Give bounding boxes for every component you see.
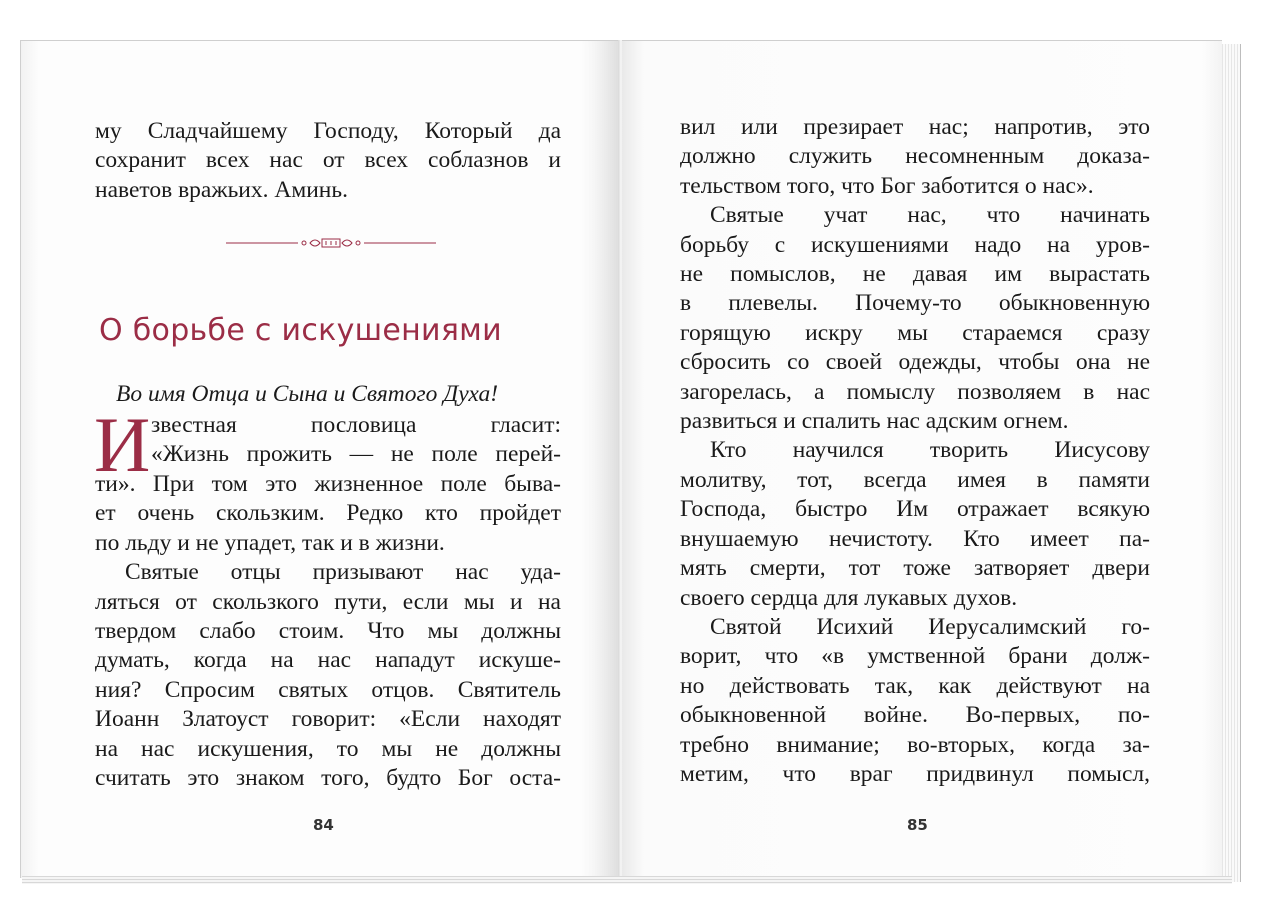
text-line: метим, что враг придвинул помысл, [680, 760, 1150, 787]
left-body-text [95, 470, 561, 793]
text-line: Кто научился творить Иисусову [710, 437, 1150, 464]
chapter-heading: О борьбе с искушениями [99, 313, 502, 348]
text-line: борьбу с искушениями надо на уров- [680, 231, 1150, 258]
text-line: «Жизнь прожить — не поле перей- [151, 441, 561, 468]
text-line: Святые учат нас, что начинать [710, 202, 1150, 229]
left-top-paragraph [95, 117, 561, 205]
right-body-text [680, 113, 1150, 789]
text-line: горящую искру мы стараемся сразу [680, 319, 1150, 346]
open-book [20, 40, 1245, 882]
text-line: молитву, тот, всегда имея в памяти [680, 466, 1150, 493]
text-line: сохранит всех нас от всех соблазнов и [95, 147, 561, 174]
text-line: по льду и не упадет, так и в жизни. [95, 529, 445, 556]
page-edges-bottom [22, 876, 1232, 884]
text-line: наветов вражьих. Аминь. [95, 176, 348, 203]
text-line: думать, когда на нас нападут искуше- [95, 647, 561, 674]
text-line: требно внимание; во-вторых, когда за- [680, 731, 1150, 758]
text-line: сбросить со своей одежды, чтобы она не [680, 349, 1150, 376]
text-line: в плевелы. Почему-то обыкновенную [680, 290, 1150, 317]
text-line: внушаемую нечистоту. Кто имеет па- [680, 525, 1150, 552]
text-line: считать это знаком того, будто Бог оста- [95, 765, 561, 792]
text-line: ляться от скользкого пути, если мы и на [95, 588, 561, 615]
text-line: тельством того, что Бог заботится о нас». [680, 172, 1094, 199]
text-line: должно служить несомненным доказа- [680, 143, 1150, 170]
text-line: загорелась, а помыслу позволяем в нас [680, 378, 1150, 405]
text-line: на нас искушения, то мы не должны [95, 735, 561, 762]
text-line: мять смерти, тот тоже затворяет двери [680, 555, 1150, 582]
text-line: Господа, быстро Им отражает всякую [680, 496, 1150, 523]
text-line: вил или презирает нас; напротив, это [680, 114, 1150, 140]
text-line: своего сердца для лукавых духов. [680, 584, 1018, 611]
text-line: Иоанн Златоуст говорит: «Если находят [95, 706, 561, 733]
text-line: ти». При том это жизненное поле быва- [95, 471, 561, 497]
text-line: Святой Исихий Иерусалимский го- [710, 613, 1150, 640]
page-edges [1222, 44, 1241, 882]
text-line: не помыслов, не давая им вырастать [680, 261, 1150, 288]
drop-cap: И [94, 401, 151, 488]
text-line: ет очень скользким. Редко кто пройдет [95, 500, 561, 527]
right-page [622, 40, 1222, 878]
page-number-right: 85 [907, 816, 928, 834]
decorative-divider-icon [226, 236, 436, 250]
dropcap-lines [151, 411, 561, 470]
text-line: обыкновенной войне. Во-первых, по- [680, 702, 1150, 729]
text-line: звестная пословица гласит: [151, 412, 561, 438]
text-line: му Сладчайшему Господу, Который да [95, 118, 561, 144]
text-line: но действовать так, как действуют на [680, 672, 1150, 699]
text-line: твердом слабо стоим. Что мы должны [95, 618, 561, 645]
text-line: ния? Спросим святых отцов. Святитель [95, 676, 561, 703]
epigraph: Во имя Отца и Сына и Святого Духа! [116, 381, 499, 407]
text-line: Святые отцы призывают нас уда- [125, 559, 561, 586]
text-line: ворит, что «в умственной брани долж- [680, 643, 1150, 670]
page-number-left: 84 [313, 816, 334, 834]
text-line: развиться и спалить нас адским огнем. [680, 408, 1069, 435]
left-page [20, 40, 620, 878]
